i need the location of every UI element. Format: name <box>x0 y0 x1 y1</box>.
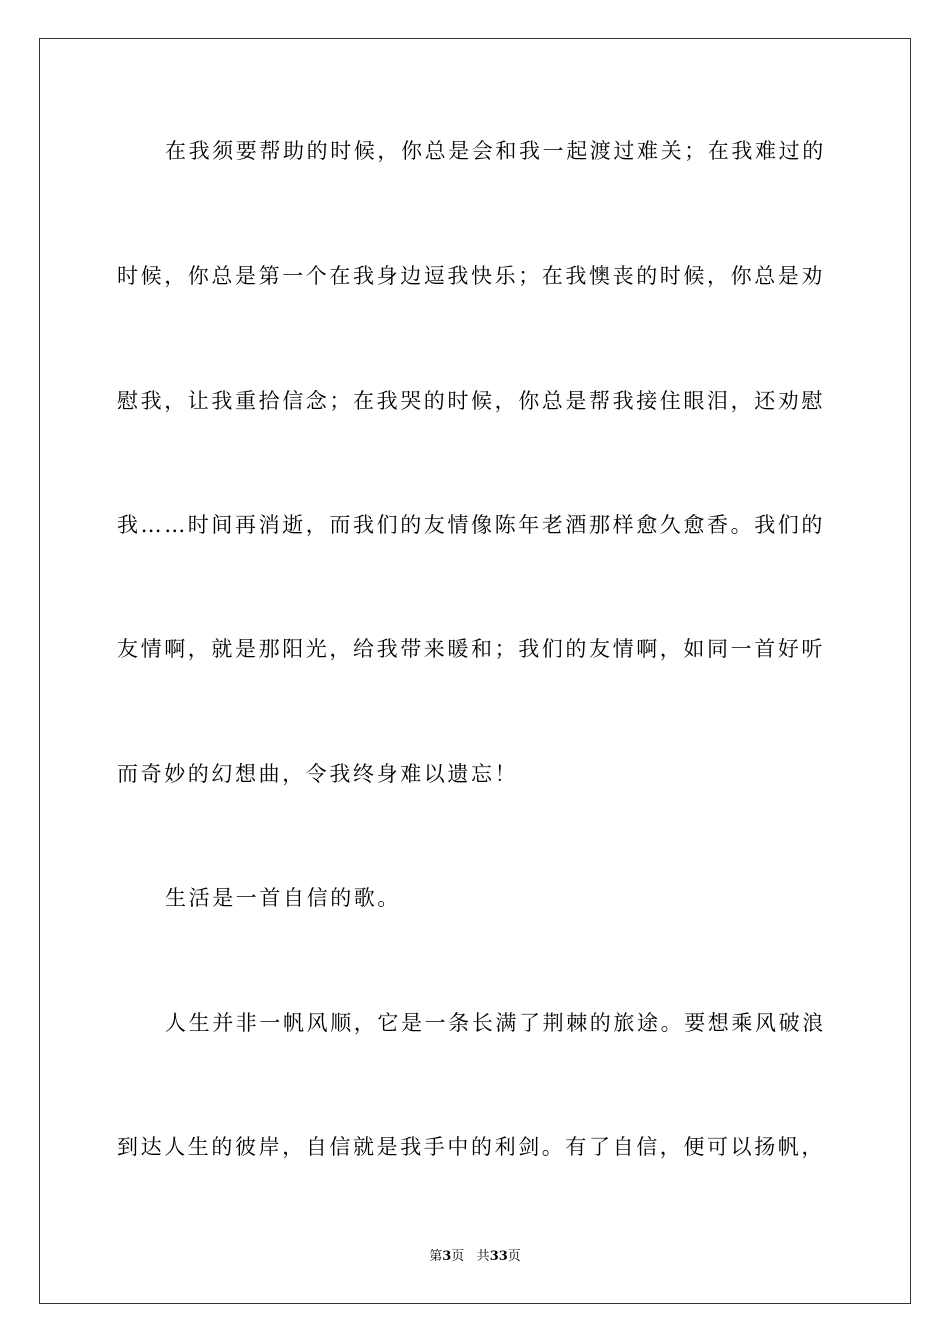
footer-page-suffix: 页 <box>451 1249 465 1264</box>
footer-total-pages: 33 <box>489 1249 508 1264</box>
paragraph-line-5: 友情啊，就是那阳光，给我带来暖和；我们的友情啊，如同一首好听 <box>117 637 825 661</box>
paragraph-line-4: 我……时间再消逝，而我们的友情像陈年老酒那样愈久愈香。我们的 <box>117 513 825 537</box>
paragraph-line-1: 在我须要帮助的时候，你总是会和我一起渡过难关；在我难过的 <box>165 139 826 163</box>
footer-total-suffix: 页 <box>507 1249 521 1264</box>
footer-total-prefix: 共 <box>476 1249 490 1264</box>
footer-page-number: 3 <box>442 1249 452 1264</box>
page-frame <box>39 38 911 1304</box>
paragraph-line-3: 慰我，让我重拾信念；在我哭的时候，你总是帮我接住眼泪，还劝慰 <box>117 389 825 413</box>
page-footer <box>0 1248 950 1266</box>
paragraph-line-2: 时候，你总是第一个在我身边逗我快乐；在我懊丧的时候，你总是劝 <box>117 264 825 288</box>
paragraph-line-7: 生活是一首自信的歌。 <box>165 886 401 910</box>
paragraph-line-8: 人生并非一帆风顺，它是一条长满了荆棘的旅途。要想乘风破浪 <box>165 1011 826 1035</box>
paragraph-line-6: 而奇妙的幻想曲，令我终身难以遗忘！ <box>117 762 519 786</box>
footer-page-prefix: 第 <box>429 1249 443 1264</box>
paragraph-line-9: 到达人生的彼岸，自信就是我手中的利剑。有了自信，便可以扬帆， <box>117 1135 825 1159</box>
